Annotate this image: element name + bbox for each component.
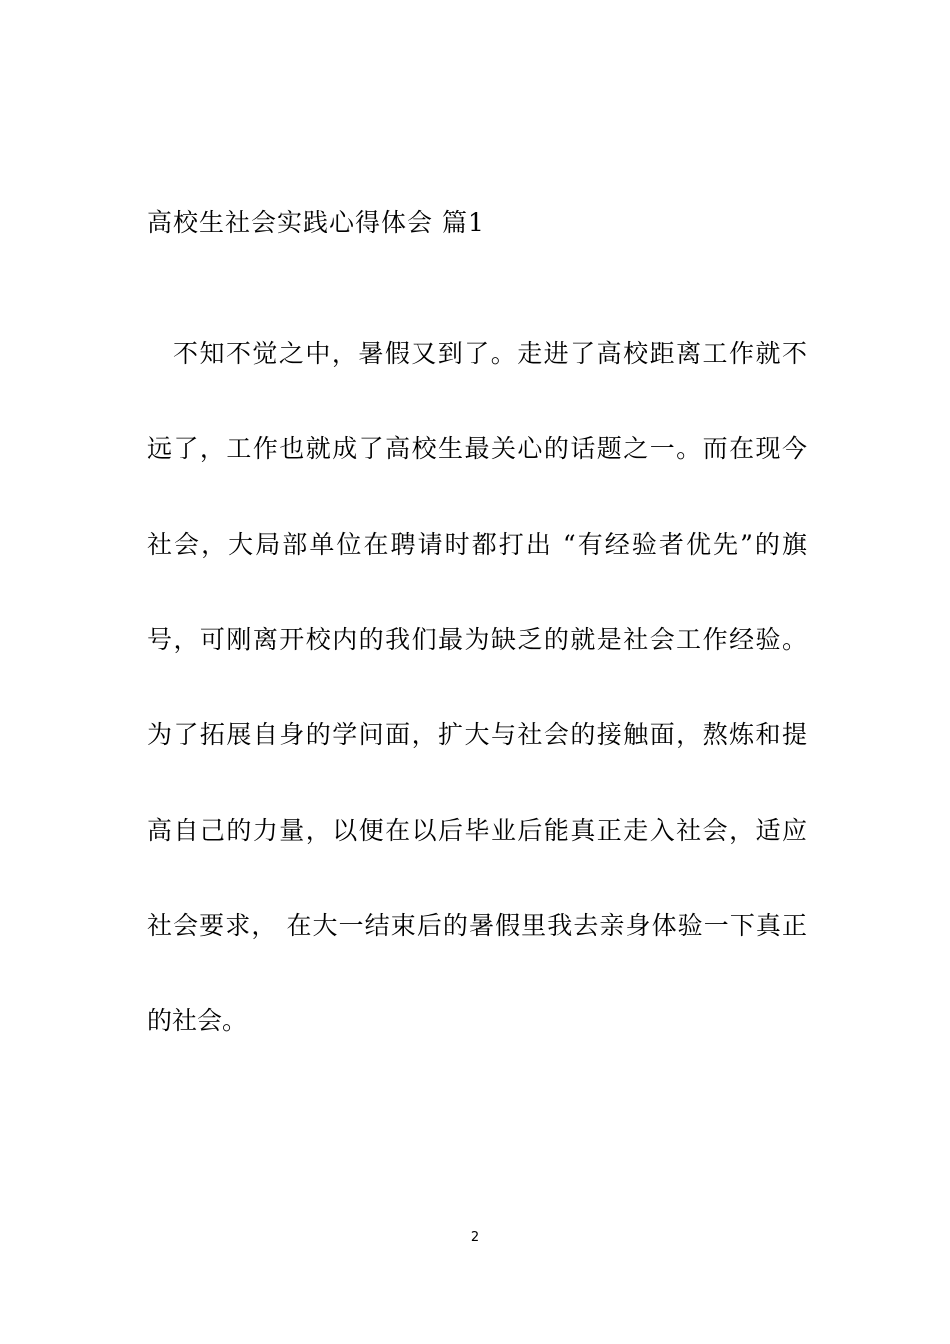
paragraph-line-7: 社会要求， 在大一结束后的暑假里我去亲身体验一下真正 [147, 911, 807, 940]
paragraph-line-8: 的社会。 [147, 1006, 248, 1035]
document-heading: 高校生社会实践心得体会 篇1 [147, 208, 485, 237]
page-number: 2 [470, 1230, 480, 1245]
paragraph-line-5: 为了拓展自身的学问面，扩大与社会的接触面，熬炼和提 [147, 720, 807, 749]
paragraph-line-2: 远了，工作也就成了高校生最关心的话题之一。而在现今 [147, 434, 807, 463]
paragraph-line-4: 号，可刚离开校内的我们最为缺乏的就是社会工作经验。 [147, 625, 807, 654]
paragraph-line-3: 社会，大局部单位在聘请时都打出 “有经验者优先”的旗 [147, 530, 807, 559]
paragraph-line-6: 高自己的力量，以便在以后毕业后能真正走入社会，适应 [147, 816, 807, 845]
paragraph-line-1: 不知不觉之中，暑假又到了。走进了高校距离工作就不 [173, 339, 807, 368]
